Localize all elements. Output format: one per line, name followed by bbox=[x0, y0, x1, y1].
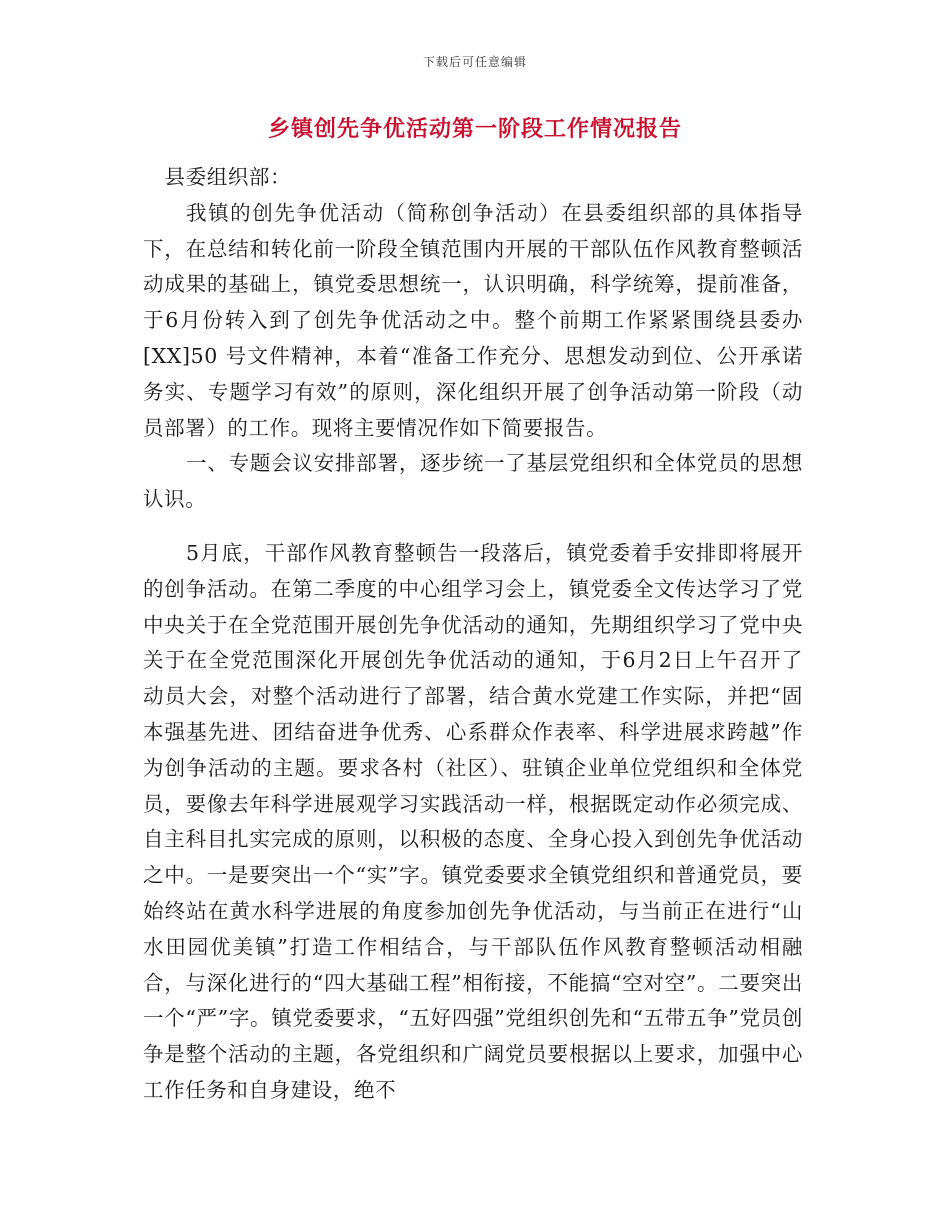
salutation: 县委组织部： bbox=[164, 165, 292, 189]
paragraph-body: 5月底，干部作风教育整顿告一段落后，镇党委着手安排即将展开的创争活动。在第二季度的中心组学习会上，镇党委全文传达学习了党中央关于在全党范围开展创先争优活动的通知，先期组织学习了党中央关于在全党范围深化开展创先争优活动的通知，于6月2日上午召开了动员大会，对整个活动进行了部署，结合黄水党建工作实际，并把“固本强基先进、团结奋进争优秀、心系群众作表率、科学进展求跨越”作为创争活动的主题。要求各村（社区）、驻镇企业单位党组织和全体党员，要像去年科学进展观学习实践活动一样，根据既定动作必须完成、自主科目扎实完成的原则，以积极的态度、全身心投入到创先争优活动之中。一是要突出一个“实”字。镇党委要求全镇党组织和普通党员，要始终站在黄水科学进展的角度参加创先争优活动，与当前正在进行“山水田园优美镇”打造工作相结合，与干部队伍作风教育整顿活动相融合，与深化进行的“四大基础工程”相衔接，不能搞“空对空”。二要突出一个“严”字。镇党委要求，“五好四强”党组织创先和“五带五争”党员创争是整个活动的主题，各党组织和广阔党员要根据以上要求，加强中心工作任务和自身建设，绝不 bbox=[143, 540, 803, 1102]
paragraph-intro: 我镇的创先争优活动（简称创争活动）在县委组织部的具体指导下，在总结和转化前一阶段全镇范围内开展的干部队伍作风教育整顿活动成果的基础上，镇党委思想统一，认识明确，科学统筹，提前准备，于6月份转入到了创先争优活动之中。整个前期工作紧紧围绕县委办[XX]50 号文件精神，本着“准备工作充分、思想发动到位、公开承诺务实、专题学习有效”的原则，深化组织开展了创争活动第一阶段（动员部署）的工作。现将主要情况作如下简要报告。 bbox=[143, 200, 803, 440]
header-note: 下载后可任意编辑 bbox=[422, 55, 527, 69]
paragraph-heading-one: 一、专题会议安排部署，逐步统一了基层党组织和全体党员的思想认识。 bbox=[143, 451, 803, 512]
document-body bbox=[143, 160, 803, 1109]
document-title: 乡镇创先争优活动第一阶段工作情况报告 bbox=[267, 116, 682, 142]
